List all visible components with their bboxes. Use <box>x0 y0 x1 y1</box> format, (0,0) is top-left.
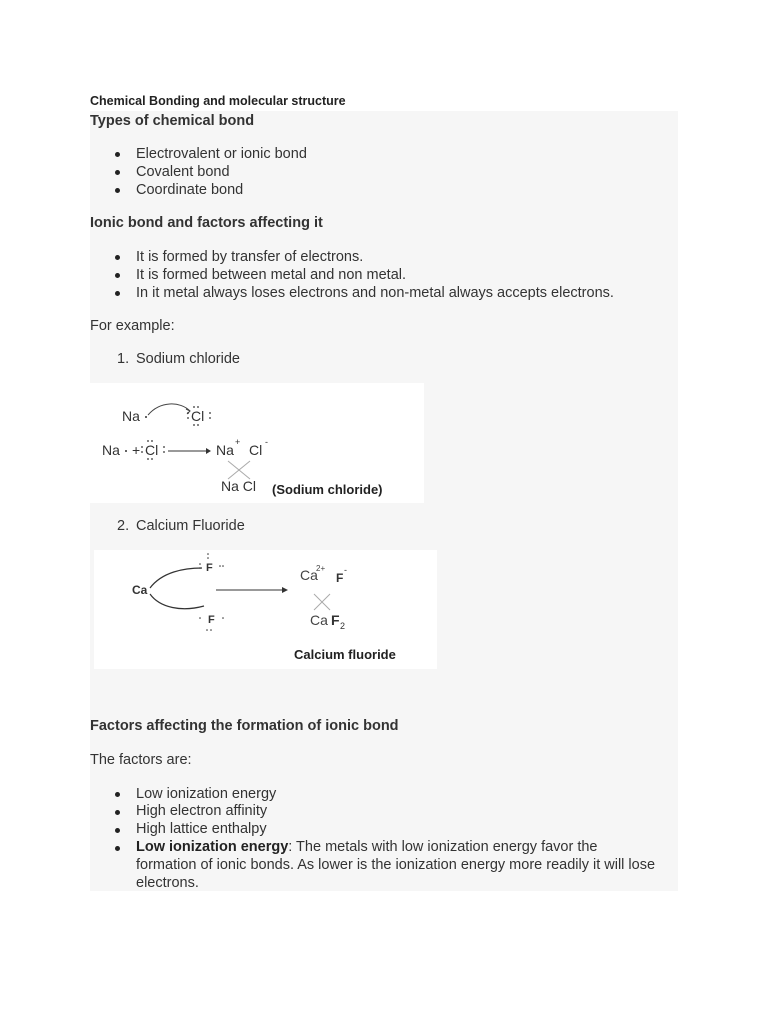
document-title: Chemical Bonding and molecular structure <box>90 94 346 108</box>
list-item: High electron affinity <box>136 803 268 819</box>
list-item: In it metal always loses electrons and non-metal always accepts electrons. <box>136 285 614 301</box>
example-label: Sodium chloride <box>136 351 240 367</box>
product-label: Na Cl <box>221 478 257 494</box>
product-f-label: F <box>331 612 340 628</box>
na-ion-label: Na <box>216 442 234 458</box>
detail-text: : The metals with low ionization energy favor the <box>288 839 598 855</box>
electron-transfer-arrow <box>150 594 204 609</box>
list-item: High lattice enthalpy <box>136 821 267 837</box>
list-item: Low ionization energy <box>136 786 277 802</box>
bullet <box>115 810 120 815</box>
factors-intro: The factors are: <box>90 752 192 768</box>
na-ion-charge: + <box>235 437 241 447</box>
sodium-chloride-diagram <box>90 383 424 503</box>
detail-paragraph-line1 <box>136 839 598 855</box>
arrow-head <box>206 448 211 454</box>
detail-paragraph-line3: electrons. <box>136 875 199 891</box>
bullet <box>115 846 120 851</box>
cl-atom-label: Cl <box>145 442 159 458</box>
cl-ion-charge: - <box>265 437 268 447</box>
product-subscript: 2 <box>340 621 346 631</box>
electron-dot <box>145 416 147 418</box>
list-number: 2. <box>117 518 130 534</box>
bullet <box>115 188 120 193</box>
ca-ion-charge: 2+ <box>316 564 326 573</box>
bullet <box>115 170 120 175</box>
list-item: Electrovalent or ionic bond <box>136 146 307 162</box>
figure-caption: Calcium fluoride <box>294 647 396 662</box>
f-atom-label: F <box>208 614 215 626</box>
bullet <box>115 291 120 296</box>
list-item: It is formed by transfer of electrons. <box>136 249 364 265</box>
electron-dot <box>125 450 127 452</box>
bullet <box>115 255 120 260</box>
product-ca-label: Ca <box>310 612 328 628</box>
section-heading-ionic-bond: Ionic bond and factors affecting it <box>90 215 323 231</box>
calcium-fluoride-diagram <box>94 550 437 669</box>
list-item: Covalent bond <box>136 164 230 180</box>
na-atom-label: Na <box>102 442 120 458</box>
bullet <box>115 273 120 278</box>
cl-atom-label: Cl <box>191 408 205 424</box>
ca-atom-label: Ca <box>132 583 148 597</box>
f-ion-charge: - <box>344 565 347 575</box>
detail-term: Low ionization energy <box>136 839 289 855</box>
bullet <box>115 792 120 797</box>
list-item: Coordinate bond <box>136 182 244 198</box>
list-item: It is formed between metal and non metal. <box>136 267 407 283</box>
list-number: 1. <box>117 351 130 367</box>
example-intro: For example: <box>90 318 175 334</box>
cl-ion-label: Cl <box>249 442 263 458</box>
f-ion-label: F <box>336 571 344 585</box>
figure-caption: (Sodium chloride) <box>272 482 383 497</box>
bullet <box>115 828 120 833</box>
example-label: Calcium Fluoride <box>136 518 245 534</box>
plus-sign: + <box>132 442 141 458</box>
detail-paragraph-line2: formation of ionic bonds. As lower is the ionization energy more readily it will lose <box>136 857 656 873</box>
bullet <box>115 152 120 157</box>
section-heading-types: Types of chemical bond <box>90 113 255 129</box>
arrow-head <box>282 587 288 593</box>
na-atom-label: Na <box>122 408 140 424</box>
section-heading-factors: Factors affecting the formation of ionic bond <box>90 718 399 734</box>
sodium-chloride-figure <box>90 383 424 503</box>
electron-transfer-arrow <box>150 568 202 588</box>
f-atom-label: F <box>206 562 213 574</box>
electron-transfer-arrow <box>148 404 190 415</box>
ca-ion-label: Ca <box>300 567 318 583</box>
calcium-fluoride-figure <box>94 550 437 669</box>
